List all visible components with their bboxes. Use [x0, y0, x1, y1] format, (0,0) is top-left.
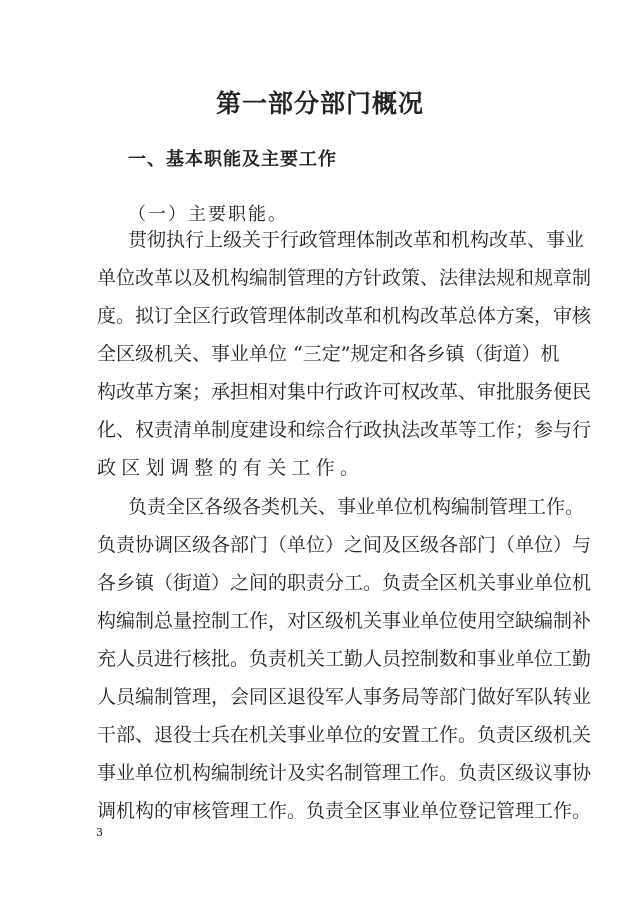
text-line: 政区划调整的有关工作。 — [97, 457, 365, 479]
text-line: 单位改革以及机构编制管理的方针政策、法律法规和规章制 — [97, 267, 592, 289]
text-line: 调机构的审核管理工作。负责全区事业单位登记管理工作。 — [97, 800, 592, 822]
text-line: 各乡镇（街道）之间的职责分工。负责全区机关事业单位机 — [97, 572, 592, 594]
text-line: 事业单位机构编制统计及实名制管理工作。负责区级议事协 — [97, 762, 592, 784]
text-line: 构改革方案；承担相对集中行政许可权改革、审批服务便民 — [97, 381, 592, 403]
text-line: 贯彻执行上级关于行政管理体制改革和机构改革、事业 — [128, 229, 585, 251]
text-line: 构编制总量控制工作，对区级机关事业单位使用空缺编制补 — [97, 610, 592, 632]
text-line: 全区级机关、事业单位 “三定”规定和各乡镇（街道）机 — [97, 343, 560, 365]
page-number: 3 — [96, 826, 103, 839]
text-line: 负责协调区级各部门（单位）之间及区级各部门（单位）与 — [97, 534, 592, 556]
subsection-heading: （一）主要职能。 — [128, 204, 288, 225]
text-line: 度。拟订全区行政管理体制改革和机构改革总体方案，审核 — [97, 305, 592, 327]
page-title: 第一部分部门概况 — [215, 89, 424, 118]
text-line: 充人员进行核批。负责机关工勤人员控制数和事业单位工勤 — [97, 648, 592, 670]
text-line: 化、权责清单制度建设和综合行政执法改革等工作；参与行 — [97, 419, 592, 441]
text-line: 负责全区各级各类机关、事业单位机构编制管理工作。 — [128, 496, 585, 518]
section-heading: 一、基本职能及主要工作 — [128, 149, 337, 170]
text-line: 人员编制管理，会同区退役军人事务局等部门做好军队转业 — [97, 686, 592, 708]
text-line: 干部、退役士兵在机关事业单位的安置工作。负责区级机关 — [97, 724, 592, 746]
